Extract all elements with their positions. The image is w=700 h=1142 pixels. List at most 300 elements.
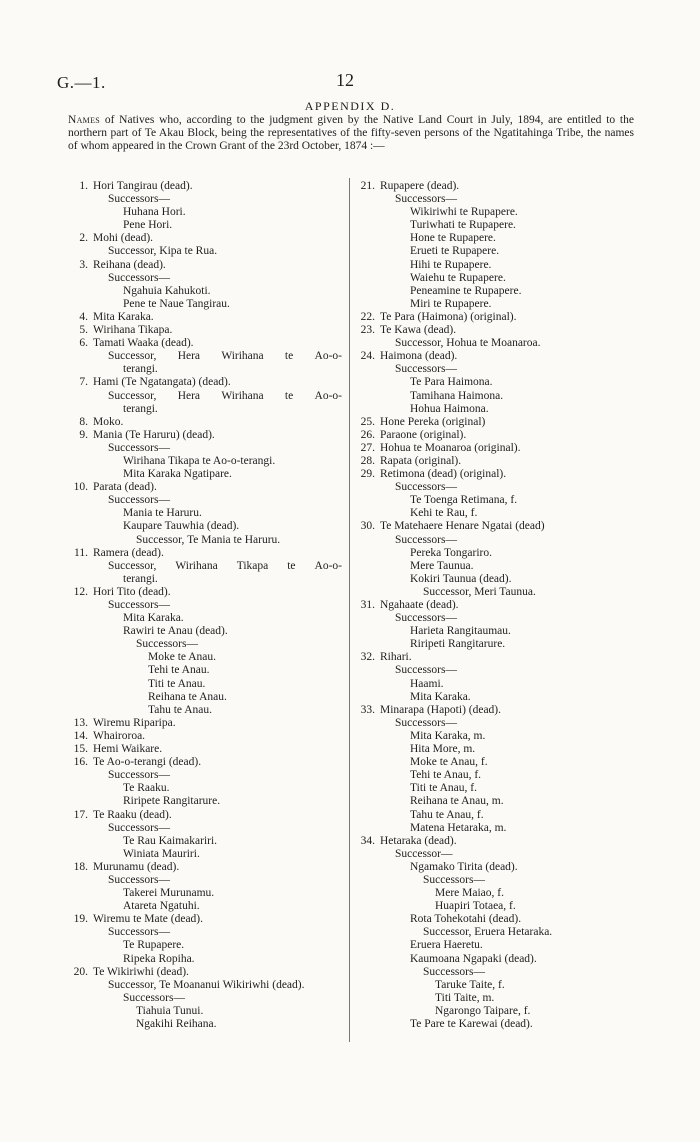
successor-name: Miri te Rupapere. bbox=[410, 297, 492, 310]
successor-name: Huhana Hori. bbox=[123, 206, 186, 219]
successor-name: Kokiri Taunua (dead). bbox=[410, 572, 512, 585]
successor-name: Successors— bbox=[395, 193, 457, 206]
appendix-title: APPENDIX D. bbox=[304, 99, 396, 113]
successor-name: Ngahuia Kahukoti. bbox=[123, 284, 211, 297]
successor-line bbox=[68, 612, 346, 625]
entry-line bbox=[68, 324, 346, 337]
successor-name: Successors— bbox=[423, 873, 485, 886]
successor-name: Successor, Kipa te Rua. bbox=[108, 245, 218, 258]
successor-line bbox=[68, 979, 346, 992]
successor-name: Tamihana Haimona. bbox=[410, 389, 504, 402]
successor-line bbox=[68, 651, 346, 664]
entry-line bbox=[68, 586, 346, 599]
entry-number: 8. bbox=[79, 415, 88, 428]
entry-name: Hone Pereka (original) bbox=[380, 415, 486, 428]
successor-line bbox=[355, 756, 635, 769]
successor-name: Successors— bbox=[423, 965, 485, 978]
successor-line bbox=[68, 795, 346, 808]
entry-number: 26. bbox=[360, 428, 375, 441]
successor-line bbox=[355, 625, 635, 638]
entry-name: Rupapere (dead). bbox=[380, 180, 460, 192]
entry-number: 3. bbox=[79, 258, 88, 271]
entry-name: Te Kawa (dead). bbox=[380, 324, 457, 337]
successor-line bbox=[68, 887, 346, 900]
entry-number: 24. bbox=[360, 350, 375, 363]
successor-name: Tiahuia Tunui. bbox=[136, 1004, 204, 1017]
entry-number: 2. bbox=[79, 232, 88, 245]
successor-name: Turiwhati te Rupapere. bbox=[410, 219, 516, 232]
successor-name: Riripeti Rangitarure. bbox=[410, 638, 506, 651]
successor-name: Successor, Wirihana Tikapa te Ao-o- bbox=[108, 559, 342, 572]
successor-name: Mita Karaka Ngatipare. bbox=[123, 468, 232, 481]
entry-name: Te Para (Haimona) (original). bbox=[380, 310, 517, 323]
successor-name: Pene te Naue Tangirau. bbox=[123, 297, 230, 310]
successor-name: Successors— bbox=[395, 612, 457, 625]
entry-line bbox=[68, 913, 346, 926]
entry-name: Rihari. bbox=[380, 651, 412, 664]
successor-line bbox=[355, 376, 635, 389]
successor-line bbox=[68, 350, 346, 363]
successor-line bbox=[355, 717, 635, 730]
entry-line bbox=[68, 337, 346, 350]
left-column bbox=[68, 180, 346, 1031]
entry-number: 18. bbox=[73, 860, 88, 873]
successor-name: Mania te Haruru. bbox=[123, 507, 202, 520]
entry-line bbox=[68, 180, 346, 193]
successor-name: Successors— bbox=[108, 769, 170, 782]
right-column bbox=[355, 180, 635, 1031]
intro-lead: Names bbox=[68, 114, 101, 126]
successor-name: Eruera Haeretu. bbox=[410, 939, 483, 952]
entry-number: 10. bbox=[73, 481, 88, 494]
entry-name: Te Wikiriwhi (dead). bbox=[93, 965, 189, 978]
successor-name: Wikiriwhi te Rupapere. bbox=[410, 206, 518, 219]
entry-number: 9. bbox=[79, 428, 88, 441]
entry-number: 27. bbox=[360, 441, 375, 454]
successor-name: Successors— bbox=[136, 638, 198, 651]
successor-line bbox=[68, 363, 346, 376]
successor-line bbox=[68, 1018, 346, 1031]
successor-name: Tahu te Anau, f. bbox=[410, 808, 484, 821]
entry-name: Rapata (original). bbox=[380, 454, 462, 467]
entry-number: 17. bbox=[73, 808, 88, 821]
successor-name: Successor, Hera Wirihana te Ao-o- bbox=[108, 350, 342, 363]
successor-line bbox=[355, 743, 635, 756]
entry-number: 5. bbox=[79, 324, 88, 337]
successor-name: Te Toenga Retimana, f. bbox=[410, 494, 518, 507]
entry-line bbox=[355, 324, 635, 337]
entry-name: Hami (Te Ngatangata) (dead). bbox=[93, 376, 231, 389]
successor-line bbox=[68, 455, 346, 468]
entry-line bbox=[68, 416, 346, 429]
successor-line bbox=[355, 966, 635, 979]
successor-name: Takerei Murunamu. bbox=[123, 887, 215, 900]
entry-name: Wirihana Tikapa. bbox=[93, 324, 173, 337]
successor-name: Te Para Haimona. bbox=[410, 376, 493, 389]
successor-line bbox=[355, 534, 635, 547]
entry-line bbox=[68, 376, 346, 389]
successor-name: Successor, Hera Wirihana te Ao-o- bbox=[108, 389, 342, 402]
successor-line bbox=[68, 560, 346, 573]
successor-line bbox=[68, 285, 346, 298]
successor-line bbox=[355, 769, 635, 782]
successor-line bbox=[68, 939, 346, 952]
successor-name: Waiehu te Rupapere. bbox=[410, 271, 506, 284]
successor-line bbox=[355, 664, 635, 677]
entry-name: Reihana (dead). bbox=[93, 258, 166, 271]
successor-line bbox=[355, 638, 635, 651]
entry-number: 34. bbox=[360, 834, 375, 847]
successor-line bbox=[355, 678, 635, 691]
successor-line bbox=[68, 848, 346, 861]
successor-line bbox=[68, 520, 346, 533]
successor-name: Moke te Anau. bbox=[148, 651, 217, 664]
entry-name: Ngahaate (dead). bbox=[380, 599, 459, 611]
successor-name: Te Pare te Karewai (dead). bbox=[410, 1018, 533, 1030]
successor-name: Hohua Haimona. bbox=[410, 402, 489, 415]
entry-number: 23. bbox=[360, 324, 375, 337]
entry-name: Moko. bbox=[93, 415, 124, 428]
entry-name: Te Matehaere Henare Ngatai (dead) bbox=[380, 520, 545, 533]
entry-name: Mania (Te Haruru) (dead). bbox=[93, 428, 215, 441]
successor-name: Mere Taunua. bbox=[410, 559, 474, 572]
entry-line bbox=[355, 311, 635, 324]
successor-line bbox=[355, 272, 635, 285]
entry-line bbox=[355, 835, 635, 848]
successor-name: Successors— bbox=[395, 533, 457, 546]
successor-name: Kaumoana Ngapaki (dead). bbox=[410, 952, 537, 965]
successor-name: terangi. bbox=[123, 402, 158, 415]
successor-line bbox=[355, 232, 635, 245]
entry-line bbox=[68, 232, 346, 245]
successor-line bbox=[355, 390, 635, 403]
entry-line bbox=[355, 468, 635, 481]
successor-name: Harieta Rangitaumau. bbox=[410, 625, 511, 638]
successor-line bbox=[68, 193, 346, 206]
page-number: 12 bbox=[336, 70, 354, 90]
successor-name: Tehi te Anau, f. bbox=[410, 769, 482, 782]
successor-name: Successor, Meri Taunua. bbox=[423, 585, 536, 598]
successor-name: Ngamako Tirita (dead). bbox=[410, 860, 518, 873]
successor-line bbox=[355, 206, 635, 219]
entry-line bbox=[355, 704, 635, 717]
entry-name: Murunamu (dead). bbox=[93, 860, 180, 873]
successor-line bbox=[355, 730, 635, 743]
successor-name: terangi. bbox=[123, 572, 158, 585]
successor-line bbox=[355, 782, 635, 795]
entry-number: 33. bbox=[360, 703, 375, 716]
successor-name: Successor, Eruera Hetaraka. bbox=[423, 926, 553, 939]
entry-number: 4. bbox=[79, 310, 88, 323]
successor-name: Atareta Ngatuhi. bbox=[123, 900, 200, 913]
successor-line bbox=[68, 219, 346, 232]
entry-line bbox=[355, 651, 635, 664]
successor-line bbox=[68, 298, 346, 311]
successor-line bbox=[355, 193, 635, 206]
successor-line bbox=[68, 678, 346, 691]
successor-name: Successors— bbox=[108, 494, 170, 507]
entry-line bbox=[68, 743, 346, 756]
intro-text: of Natives who, according to the judgment given by the Native Land Court in July, 1894, are entitled to the northern part of Te Akau Block, being the representatives of the fifty-seven persons of the Ngatitahinga Tribe, the names of whom appeared in the Crown Grant of the 23rd October, 1874 :— bbox=[68, 114, 634, 152]
successor-line bbox=[355, 481, 635, 494]
column-divider bbox=[349, 178, 350, 1042]
successor-line bbox=[68, 835, 346, 848]
entry-name: Hohua te Moanaroa (original). bbox=[380, 441, 521, 454]
successor-line bbox=[355, 822, 635, 835]
successor-line bbox=[68, 664, 346, 677]
successor-line bbox=[355, 691, 635, 704]
successor-line bbox=[355, 403, 635, 416]
entry-line bbox=[68, 717, 346, 730]
successor-name: Successors— bbox=[395, 481, 457, 494]
successor-line bbox=[68, 769, 346, 782]
successor-name: Rawiri te Anau (dead). bbox=[123, 625, 228, 638]
successor-line bbox=[355, 913, 635, 926]
successor-name: Erueti te Rupapere. bbox=[410, 245, 500, 258]
successor-name: Reihana te Anau, m. bbox=[410, 795, 504, 808]
successor-line bbox=[355, 939, 635, 952]
successor-name: terangi. bbox=[123, 363, 158, 376]
entry-name: Retimona (dead) (original). bbox=[380, 468, 507, 481]
successor-line bbox=[68, 442, 346, 455]
successor-name: Successors— bbox=[108, 441, 170, 454]
successor-line bbox=[68, 403, 346, 416]
successor-line bbox=[355, 926, 635, 939]
entry-line bbox=[355, 599, 635, 612]
entry-name: Tamati Waaka (dead). bbox=[93, 337, 194, 350]
entry-line bbox=[355, 350, 635, 363]
successor-name: Titi Taite, m. bbox=[435, 991, 495, 1004]
entry-number: 29. bbox=[360, 468, 375, 481]
entry-name: Parata (dead). bbox=[93, 481, 157, 494]
successor-line bbox=[355, 795, 635, 808]
successor-line bbox=[355, 992, 635, 1005]
successor-name: Mere Maiao, f. bbox=[435, 887, 504, 900]
successor-line bbox=[355, 560, 635, 573]
successor-line bbox=[68, 206, 346, 219]
successor-name: Tahu te Anau. bbox=[148, 703, 213, 716]
successor-line bbox=[68, 691, 346, 704]
entry-number: 1. bbox=[79, 180, 88, 192]
entry-line bbox=[68, 756, 346, 769]
entry-line bbox=[68, 547, 346, 560]
entry-line bbox=[355, 429, 635, 442]
entry-number: 32. bbox=[360, 651, 375, 664]
entry-name: Hori Tito (dead). bbox=[93, 585, 171, 598]
entry-name: Ramera (dead). bbox=[93, 546, 164, 559]
successor-name: Mita Karaka. bbox=[123, 612, 184, 625]
successor-line bbox=[355, 848, 635, 861]
successor-line bbox=[355, 979, 635, 992]
successor-line bbox=[68, 992, 346, 1005]
successor-line bbox=[68, 534, 346, 547]
entry-number: 30. bbox=[360, 520, 375, 533]
successor-line bbox=[68, 599, 346, 612]
entry-line bbox=[68, 861, 346, 874]
entry-line bbox=[355, 455, 635, 468]
successor-name: Successors— bbox=[108, 926, 170, 939]
successor-name: Wirihana Tikapa te Ao-o-terangi. bbox=[123, 454, 276, 467]
entry-name: Haimona (dead). bbox=[380, 350, 458, 363]
successor-name: Taruke Taite, f. bbox=[435, 978, 505, 991]
successor-line bbox=[68, 782, 346, 795]
intro-paragraph bbox=[68, 114, 634, 153]
successor-name: Rota Tohekotahi (dead). bbox=[410, 913, 522, 926]
successor-name: Kehi te Rau, f. bbox=[410, 507, 478, 520]
entry-number: 22. bbox=[360, 310, 375, 323]
successor-line bbox=[355, 1018, 635, 1031]
entry-number: 12. bbox=[73, 585, 88, 598]
successor-line bbox=[355, 337, 635, 350]
successor-name: Kaupare Tauwhia (dead). bbox=[123, 520, 240, 533]
entry-number: 21. bbox=[360, 180, 375, 192]
entry-name: Paraone (original). bbox=[380, 428, 467, 441]
entry-line bbox=[68, 809, 346, 822]
entry-line bbox=[355, 442, 635, 455]
successor-line bbox=[355, 219, 635, 232]
successor-name: Te Rupapere. bbox=[123, 939, 185, 952]
entry-line bbox=[68, 259, 346, 272]
entry-name: Wiremu Riparipa. bbox=[93, 716, 176, 729]
successor-line bbox=[68, 390, 346, 403]
entry-number: 31. bbox=[360, 599, 375, 611]
entry-name: Wiremu te Mate (dead). bbox=[93, 913, 204, 926]
successor-name: Haami. bbox=[410, 677, 444, 690]
successor-line bbox=[355, 612, 635, 625]
successor-line bbox=[355, 547, 635, 560]
entry-name: Te Ao-o-terangi (dead). bbox=[93, 756, 202, 769]
entry-line bbox=[68, 481, 346, 494]
entry-line bbox=[355, 180, 635, 193]
successor-name: Tehi te Anau. bbox=[148, 664, 210, 677]
entry-name: Hetaraka (dead). bbox=[380, 834, 457, 847]
successor-line bbox=[68, 926, 346, 939]
successor-name: Successors— bbox=[108, 193, 170, 206]
entry-name: Te Raaku (dead). bbox=[93, 808, 172, 821]
successor-line bbox=[355, 573, 635, 586]
successor-name: Hihi te Rupapere. bbox=[410, 258, 492, 271]
entry-name: Whairoroa. bbox=[93, 729, 146, 742]
successor-name: Ngakihi Reihana. bbox=[136, 1018, 217, 1030]
entry-name: Hori Tangirau (dead). bbox=[93, 180, 193, 192]
successor-line bbox=[355, 953, 635, 966]
successor-name: Moke te Anau, f. bbox=[410, 756, 488, 769]
successor-name: Huapiri Totaea, f. bbox=[435, 900, 516, 913]
entry-number: 28. bbox=[360, 454, 375, 467]
document-code: G.—1. bbox=[57, 73, 106, 92]
successor-name: Successors— bbox=[108, 599, 170, 611]
successor-line bbox=[68, 494, 346, 507]
successor-line bbox=[355, 887, 635, 900]
successor-line bbox=[355, 507, 635, 520]
entry-name: Mita Karaka. bbox=[93, 310, 154, 323]
successor-name: Ripeka Ropiha. bbox=[123, 952, 195, 965]
entry-number: 7. bbox=[79, 376, 88, 389]
successor-line bbox=[355, 874, 635, 887]
successor-name: Ngarongo Taipare, f. bbox=[435, 1004, 531, 1017]
successor-name: Hone te Rupapere. bbox=[410, 232, 496, 245]
entry-line bbox=[355, 416, 635, 429]
successor-line bbox=[355, 285, 635, 298]
successor-name: Matena Hetaraka, m. bbox=[410, 821, 507, 834]
successor-name: Successors— bbox=[395, 664, 457, 677]
successor-name: Winiata Mauriri. bbox=[123, 847, 200, 860]
entry-number: 25. bbox=[360, 415, 375, 428]
entry-number: 6. bbox=[79, 337, 88, 350]
successor-line bbox=[355, 1005, 635, 1018]
successor-name: Successors— bbox=[395, 363, 457, 376]
successor-line bbox=[68, 468, 346, 481]
successor-line bbox=[68, 900, 346, 913]
entry-number: 11. bbox=[74, 546, 88, 559]
successor-name: Riripete Rangitarure. bbox=[123, 795, 221, 808]
entry-number: 19. bbox=[73, 913, 88, 926]
successor-name: Successors— bbox=[123, 991, 185, 1004]
entry-line bbox=[68, 730, 346, 743]
successor-line bbox=[68, 1005, 346, 1018]
entry-number: 15. bbox=[73, 743, 88, 756]
successor-name: Successor, Te Mania te Haruru. bbox=[136, 533, 281, 546]
successor-name: Successor, Te Moananui Wikiriwhi (dead). bbox=[108, 978, 305, 991]
successor-name: Reihana te Anau. bbox=[148, 690, 227, 703]
successor-line bbox=[68, 638, 346, 651]
successor-name: Te Raaku. bbox=[123, 782, 170, 795]
successor-line bbox=[355, 900, 635, 913]
successor-line bbox=[355, 259, 635, 272]
successor-line bbox=[68, 625, 346, 638]
successor-line bbox=[355, 363, 635, 376]
entry-number: 16. bbox=[73, 756, 88, 769]
successor-line bbox=[68, 272, 346, 285]
successor-name: Successors— bbox=[395, 716, 457, 729]
successor-name: Titi te Anau, f. bbox=[410, 782, 477, 795]
entry-name: Hemi Waikare. bbox=[93, 743, 163, 756]
successor-line bbox=[355, 494, 635, 507]
successor-line bbox=[68, 822, 346, 835]
successor-name: Te Rau Kaimakariri. bbox=[123, 834, 218, 847]
entry-number: 14. bbox=[73, 729, 88, 742]
entry-number: 20. bbox=[73, 965, 88, 978]
successor-line bbox=[68, 245, 346, 258]
successor-line bbox=[68, 953, 346, 966]
entry-line bbox=[68, 311, 346, 324]
successor-line bbox=[355, 861, 635, 874]
successor-line bbox=[355, 245, 635, 258]
successor-line bbox=[355, 586, 635, 599]
successor-name: Successors— bbox=[108, 873, 170, 886]
successor-line bbox=[355, 298, 635, 311]
entry-name: Mohi (dead). bbox=[93, 232, 154, 245]
successor-line bbox=[355, 809, 635, 822]
successor-name: Titi te Anau. bbox=[148, 677, 206, 690]
successor-line bbox=[68, 874, 346, 887]
successor-name: Hita More, m. bbox=[410, 743, 476, 756]
entry-number: 13. bbox=[73, 716, 88, 729]
successor-name: Peneamine te Rupapere. bbox=[410, 284, 522, 297]
successor-name: Successors— bbox=[108, 271, 170, 284]
entry-line bbox=[68, 966, 346, 979]
successor-name: Successors— bbox=[108, 821, 170, 834]
successor-line bbox=[68, 704, 346, 717]
successor-name: Pereka Tongariro. bbox=[410, 546, 493, 559]
successor-name: Mita Karaka, m. bbox=[410, 729, 486, 742]
entry-name: Minarapa (Hapoti) (dead). bbox=[380, 703, 502, 716]
successor-name: Pene Hori. bbox=[123, 219, 173, 232]
successor-line bbox=[68, 573, 346, 586]
entry-line bbox=[68, 429, 346, 442]
successor-name: Mita Karaka. bbox=[410, 690, 471, 703]
successor-line bbox=[68, 507, 346, 520]
